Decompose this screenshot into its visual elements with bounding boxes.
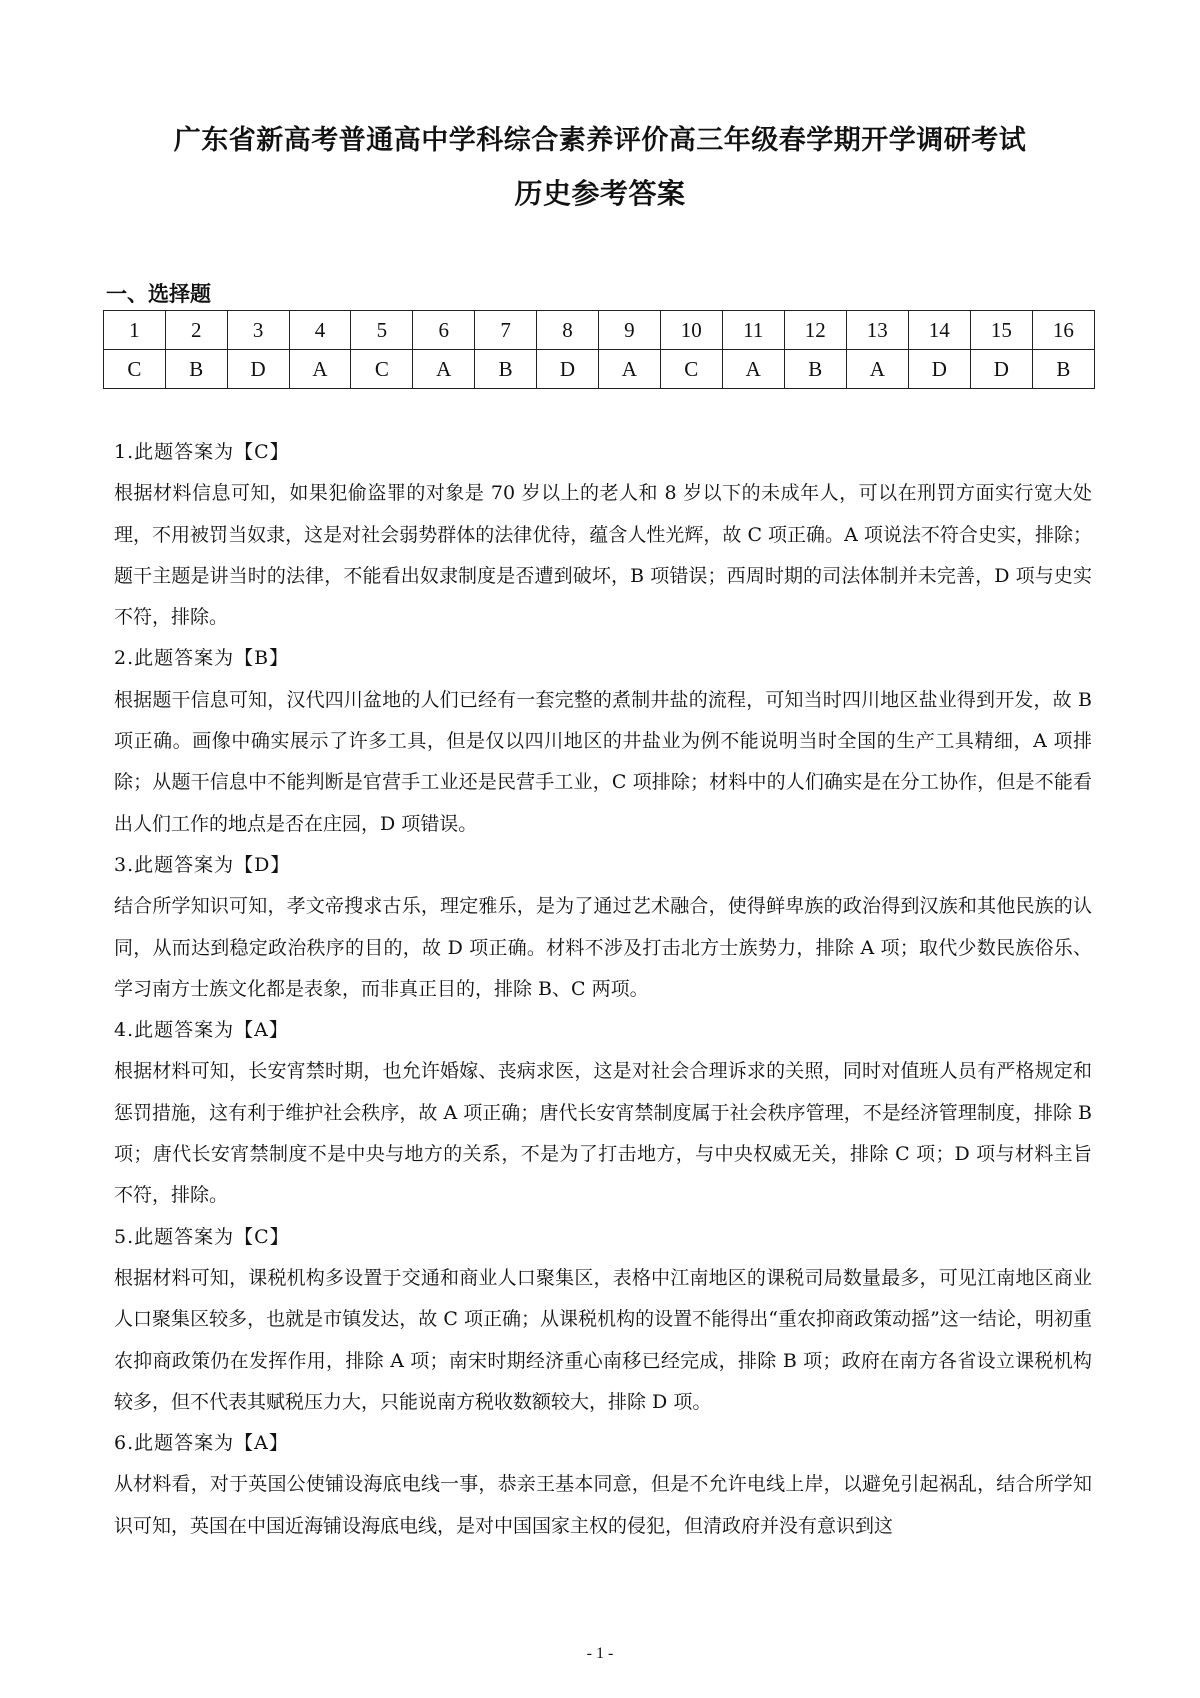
question-number: 2	[165, 311, 227, 350]
answer-table-number-row	[104, 311, 1095, 350]
explanation-heading: 2.此题答案为【B】	[114, 647, 290, 670]
answer-letter: D	[970, 350, 1032, 389]
question-number: 6	[413, 311, 475, 350]
question-number: 15	[970, 311, 1032, 350]
explanations	[114, 432, 1092, 1547]
answer-letter: B	[784, 350, 846, 389]
explanation-heading: 3.此题答案为【D】	[114, 853, 291, 876]
question-number: 16	[1032, 311, 1094, 350]
question-number: 10	[660, 311, 722, 350]
answer-letter: A	[598, 350, 660, 389]
answer-letter: C	[104, 350, 166, 389]
explanation-heading: 5.此题答案为【C】	[114, 1225, 290, 1248]
answer-letter: B	[165, 350, 227, 389]
answer-letter: D	[908, 350, 970, 389]
question-number: 14	[908, 311, 970, 350]
answer-letter: A	[413, 350, 475, 389]
answer-letter: D	[537, 350, 599, 389]
answer-table	[103, 310, 1095, 389]
answer-letter: C	[660, 350, 722, 389]
question-number: 9	[598, 311, 660, 350]
answer-letter: A	[289, 350, 351, 389]
question-number: 7	[475, 311, 537, 350]
answer-letter: B	[1032, 350, 1094, 389]
question-number: 11	[722, 311, 784, 350]
question-number: 4	[289, 311, 351, 350]
answer-letter: C	[351, 350, 413, 389]
explanation-text: 根据题干信息可知，汉代四川盆地的人们已经有一套完整的煮制井盐的流程，可知当时四川地区盐业得到开发，故 B 项正确。画像中确实展示了许多工具，但是仅以四川地区的井盐业为例不能说明当时全国的生产工具精细，A 项排除；从题干信息中不能判断是官营手工业还是民营手工业，C 项排除；材料中的人们确实是在分工协作，但是不能看出人们工作的地点是否在庄园，D 项错误。	[114, 688, 1092, 835]
explanation-text: 根据材料可知，长安宵禁时期，也允许婚嫁、丧病求医，这是对社会合理诉求的关照，同时对值班人员有严格规定和惩罚措施，这有利于维护社会秩序，故 A 项正确；唐代长安宵禁制度属于社会秩序管理，不是经济管理制度，排除 B 项；唐代长安宵禁制度不是中央与地方的关系，不是为了打击地方，与中央权威无关，排除 C 项；D 项与材料主旨不符，排除。	[114, 1060, 1092, 1207]
explanation-text: 根据材料信息可知，如果犯偷盗罪的对象是 70 岁以上的老人和 8 岁以下的未成年人，可以在刑罚方面实行宽大处理，不用被罚当奴隶，这是对社会弱势群体的法律优待，蕴含人性光辉，故 C 项正确。A 项说法不符合史实，排除；题干主题是讲当时的法律，不能看出奴隶制度是否遭到破坏，B 项错误；西周时期的司法体制并未完善，D 项与史实不符，排除。	[114, 482, 1092, 629]
page-subtitle: 历史参考答案	[514, 177, 686, 210]
question-number: 13	[846, 311, 908, 350]
page-title: 广东省新高考普通高中学科综合素养评价高三年级春学期开学调研考试	[173, 125, 1027, 156]
question-number: 5	[351, 311, 413, 350]
answer-letter: D	[227, 350, 289, 389]
explanation-heading: 4.此题答案为【A】	[114, 1019, 289, 1042]
explanation-text: 从材料看，对于英国公使铺设海底电线一事，恭亲王基本同意，但是不允许电线上岸，以避免引起祸乱，结合所学知识可知，英国在中国近海铺设海底电线，是对中国国家主权的侵犯，但清政府并没有意识到这	[114, 1473, 1092, 1537]
answer-letter: A	[846, 350, 908, 389]
question-number: 3	[227, 311, 289, 350]
explanation-text: 结合所学知识可知，孝文帝搜求古乐，理定雅乐，是为了通过艺术融合，使得鲜卑族的政治得到汉族和其他民族的认同，从而达到稳定政治秩序的目的，故 D 项正确。材料不涉及打击北方士族势力，排除 A 项；取代少数民族俗乐、学习南方士族文化都是表象，而非真正目的，排除 B、C 两项。	[114, 895, 1092, 1000]
explanation-heading: 1.此题答案为【C】	[114, 441, 290, 463]
explanation-text: 根据材料可知，课税机构多设置于交通和商业人口聚集区，表格中江南地区的课税司局数量最多，可见江南地区商业人口聚集区较多，也就是市镇发达，故 C 项正确；从课税机构的设置不能得出“重农抑商政策动摇”这一结论，明初重农抑商政策仍在发挥作用，排除 A 项；南宋时期经济重心南移已经完成，排除 B 项；政府在南方各省设立课税机构较多，但不代表其赋税压力大，只能说南方税收数额较大，排除 D 项。	[114, 1266, 1092, 1413]
question-number: 8	[537, 311, 599, 350]
section-heading: 一、选择题	[106, 281, 211, 306]
page-number: - 1 -	[586, 1645, 614, 1662]
answer-letter: B	[475, 350, 537, 389]
answer-letter: A	[722, 350, 784, 389]
explanation-heading: 6.此题答案为【A】	[114, 1432, 289, 1455]
question-number: 12	[784, 311, 846, 350]
answer-table-answer-row	[104, 350, 1095, 389]
question-number: 1	[104, 311, 166, 350]
